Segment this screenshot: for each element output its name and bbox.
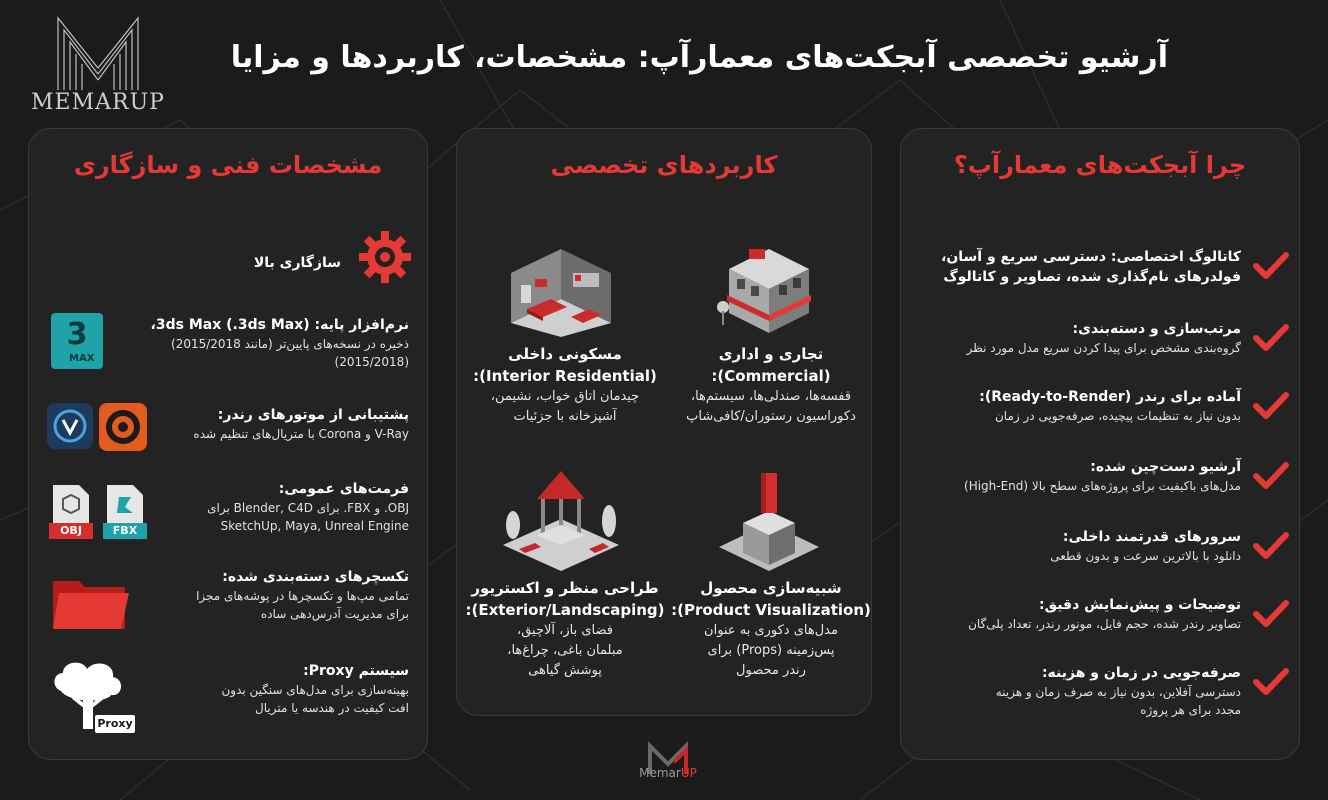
vray-icon xyxy=(47,403,93,449)
use-desc: چیدمان اتاق خواب، نشیمن، xyxy=(490,389,640,404)
spec-desc-2: (2015/2018) xyxy=(334,355,409,369)
use-desc: رندر محصول xyxy=(736,663,806,678)
spec-desc: ذخیره در نسخه‌های پایین‌تر (مانند 2015/2018) xyxy=(171,337,409,351)
spec-title: پشتیبانی از موتورهای رندر: xyxy=(217,407,409,423)
compat-label: سازگاری بالا xyxy=(253,255,341,271)
commercial-building-icon xyxy=(709,229,829,339)
footer-logo-icon xyxy=(628,730,708,790)
why-item xyxy=(915,387,1289,449)
use-desc: دکوراسیون رستوران/کافی‌شاپ xyxy=(686,409,856,424)
spec-item xyxy=(125,405,409,443)
spec-title: فرمت‌های عمومی: xyxy=(278,481,409,497)
spec-desc: بهینه‌سازی برای مدل‌های سنگین بدون xyxy=(221,683,409,697)
use-desc: قفسه‌ها، صندلی‌ها، سیستم‌ها، xyxy=(690,389,852,404)
why-item xyxy=(915,595,1289,657)
why-item-desc: فولدرهای نام‌گذاری شده، تصاویر و کاتالوگ xyxy=(943,269,1241,285)
why-item-desc-2: مجدد برای هر پروژه xyxy=(1140,703,1241,717)
footer-brand-b: UP xyxy=(680,766,697,780)
brand-logo xyxy=(28,12,168,115)
memarup-logo-icon xyxy=(28,12,168,92)
why-panel xyxy=(900,128,1300,760)
page-title: آرشیو تخصصی آبجکت‌های معمارآپ: مشخصات، کاربردها و مزایا xyxy=(230,40,1168,75)
folder-icon xyxy=(51,573,131,633)
use-subtitle: (Exterior/Landscaping): xyxy=(465,601,665,619)
footer-brand-a: Memar xyxy=(639,766,681,780)
check-icon xyxy=(1253,251,1289,281)
why-item xyxy=(915,319,1289,381)
footer-brand xyxy=(608,766,728,780)
use-desc: پوشش گیاهی xyxy=(528,663,602,678)
compat-label-wrap xyxy=(191,253,341,273)
why-item-desc: مدل‌های باکیفیت برای پروژه‌های سطح بالا (High-End) xyxy=(964,479,1241,493)
product-pedestal-icon xyxy=(709,465,829,575)
why-item-desc: تصاویر رندر شده، حجم فایل، مونور رندر، تعداد پلی‌گان xyxy=(968,617,1241,631)
spec-item xyxy=(125,479,409,535)
use-interior xyxy=(465,343,665,427)
spec-item xyxy=(125,315,409,371)
why-item-title: آرشیو دست‌چین شده: xyxy=(1090,459,1241,475)
spec-desc-2: برای مدیریت آدرس‌دهی ساده xyxy=(260,607,409,621)
why-item-title: آماده برای رندر (Ready-to-Render): xyxy=(979,389,1241,405)
use-desc: مبلمان باغی، چراغ‌ها، xyxy=(507,643,623,658)
why-item-desc: دسترسی آفلاین، بدون نیاز به صرف زمان و هزینه xyxy=(995,685,1241,699)
why-item-title: کاتالوگ اختصاصی: دسترسی سریع و آسان، xyxy=(941,249,1241,265)
spec-item xyxy=(125,567,409,623)
spec-desc: V-Ray و Corona با متریال‌های تنظیم شده xyxy=(193,427,409,441)
why-item xyxy=(915,663,1289,743)
use-title: طراحی منظر و اکستریور xyxy=(471,579,659,597)
proxy-tree-icon xyxy=(49,657,135,735)
use-subtitle: (Product Visualization): xyxy=(671,601,871,619)
use-desc: فضای باز، آلاچیق، xyxy=(517,623,613,638)
why-item xyxy=(915,247,1289,309)
why-item xyxy=(915,527,1289,589)
gear-icon xyxy=(357,229,413,285)
use-subtitle: (Interior Residential): xyxy=(473,367,657,385)
obj-file-icon xyxy=(49,483,93,541)
uses-title: کاربردهای تخصصی xyxy=(550,151,778,179)
use-desc: مدل‌های دکوری به عنوان xyxy=(704,623,838,638)
check-icon xyxy=(1253,323,1289,353)
why-item-title: سرورهای قدرتمند داخلی: xyxy=(1062,529,1241,545)
fbx-label: FBX xyxy=(103,523,147,539)
spec-desc-2: SketchUp, Maya, Unreal Engine xyxy=(220,519,409,533)
why-item-title: توضیحات و پیش‌نمایش دقیق: xyxy=(1038,597,1241,613)
logo-text: MEMARUP xyxy=(31,90,165,115)
use-exterior xyxy=(465,577,665,681)
spec-title: تکسچرهای دسته‌بندی شده: xyxy=(222,569,409,585)
spec-item xyxy=(125,661,409,717)
3dsmax-label: MAX xyxy=(69,353,95,364)
spec-title: نرم‌افزار پایه: 3ds Max (.3ds Max)، xyxy=(150,317,409,333)
why-item xyxy=(915,457,1289,519)
check-icon xyxy=(1253,599,1289,629)
specs-title: مشخصات فنی و سازگاری xyxy=(73,151,383,179)
why-item-title: مرتب‌سازی و دسته‌بندی: xyxy=(1072,321,1241,337)
use-title: شبیه‌سازی محصول xyxy=(700,579,842,597)
spec-desc: OBJ. و FBX. برای Blender, C4D برای xyxy=(207,501,409,515)
specs-panel xyxy=(28,128,428,760)
3dsmax-icon xyxy=(51,313,103,369)
spec-desc: تمامی مپ‌ها و تکسچرها در پوشه‌های مجزا xyxy=(196,589,409,603)
use-title: تجاری و اداری xyxy=(718,345,824,363)
check-icon xyxy=(1253,667,1289,697)
uses-panel xyxy=(456,128,872,716)
why-item-title: صرفه‌جویی در زمان و هزینه: xyxy=(1041,665,1241,681)
3dsmax-number: 3 xyxy=(66,317,88,352)
use-desc: پس‌زمینه (Props) برای xyxy=(707,643,835,658)
why-item-desc: گروه‌بندی مشخص برای پیدا کردن سریع مدل مورد نظر xyxy=(966,341,1241,355)
why-item-desc: دانلود با بالاترین سرعت و بدون قطعی xyxy=(1050,549,1241,563)
why-item-desc: بدون نیاز به تنظیمات پیچیده، صرفه‌جویی در زمان xyxy=(994,409,1241,423)
spec-desc-2: افت کیفیت در هندسه یا متریال xyxy=(255,701,409,715)
check-icon xyxy=(1253,461,1289,491)
proxy-label: Proxy xyxy=(95,715,135,733)
use-title: مسکونی داخلی xyxy=(508,345,622,363)
spec-title: سیستم Proxy: xyxy=(303,663,409,679)
why-title: چرا آبجکت‌های معمارآپ؟ xyxy=(953,151,1247,179)
use-desc: آشپزخانه با جزئیات xyxy=(513,409,617,424)
use-commercial xyxy=(671,343,871,427)
check-icon xyxy=(1253,391,1289,421)
gazebo-landscape-icon xyxy=(497,465,627,575)
check-icon xyxy=(1253,531,1289,561)
use-subtitle: (Commercial): xyxy=(711,367,831,385)
obj-label: OBJ xyxy=(49,523,93,539)
use-product xyxy=(671,577,871,681)
interior-room-icon xyxy=(501,229,621,339)
